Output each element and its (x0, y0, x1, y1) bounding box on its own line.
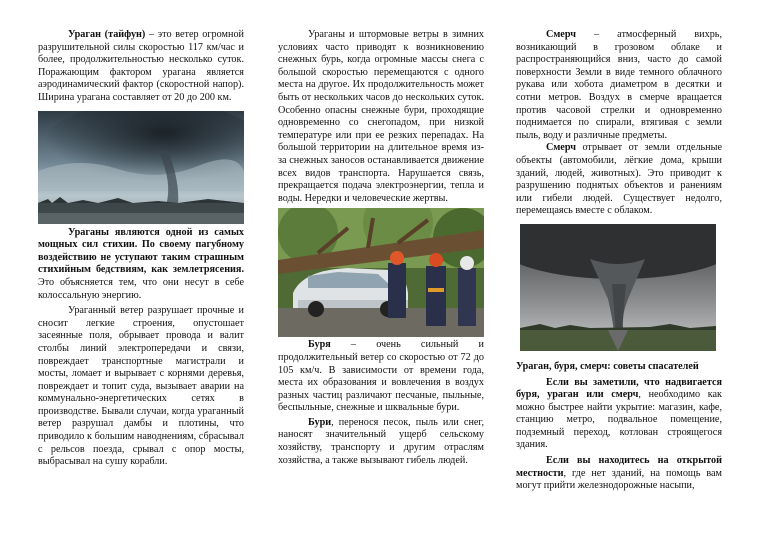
hurricane-damage: Ураганный ветер разрушает прочные и сносит легкие строения, опустошает засеянные поля, обрывает провода и валит столбы линий электропередачи и связи, повреждает транспортные магистрали и мосты, ломает и вырывает с корнями деревья, повреждает и топит суда, вызывает аварии на коммунально-энергетических сетях в производстве. Бывали случаи, когда ураганный ветер разрушал дамбы и плотины, что приводило к большим наводнениям, сбрасывал с рельсов поезда, срывал с опор мосты, выбрасывал на сушу корабли. (38, 305, 244, 468)
column-3 (516, 0, 722, 493)
fallen-tree-photo (278, 208, 484, 337)
column-1 (38, 0, 244, 469)
hurricane-power-bold: Ураганы являются одной из самых мощных сил стихии. По своему пагубному воздействию не уступают таким страшным стихийным бедствиям, как землетрясения. (38, 226, 244, 276)
storm-definition-text: – очень сильный и продолжительный ветер со скоростью от 72 до 105 км/ч. В зависимости от времени года, места их образования и вовлечения в воздух разных частиц различают песчаные, пыльные, беспыльные, снежные и шквальные бури. (278, 339, 484, 414)
tornado-definition (516, 29, 722, 142)
tornado-effects-text: отрывает от земли отдельные объекты (автомобили, лёгкие дома, крыши зданий, людей, животных). Это приводит к разрушению поднятых объектов и ранениям или гибели людей. Существует недолго, перемещаясь вместе с облаком. (516, 142, 722, 217)
hurricane-power (38, 227, 244, 303)
tornado-effects (516, 142, 722, 218)
term-hurricane: Ураган (тайфун) (68, 29, 146, 40)
advice-open-area (516, 455, 722, 493)
hurricane-clouds-photo (38, 111, 244, 224)
term-tornado-2: Смерч (546, 142, 576, 154)
storm-definition (278, 339, 484, 415)
storm-damage-text: , перенося песок, пыль или снег, наносят значительный ущерб сельскому хозяйству, транспорту и другим отраслям хозяйства, а также вызывают гибель людей. (278, 416, 484, 466)
storm-damage (278, 417, 484, 467)
term-storm: Буря (308, 339, 331, 351)
advice-shelter-text: , необходимо как можно быстрее найти укрытие: магазин, кафе, станцию метро, подвальное помещение, подземный переход, котлован строящегося здания. (516, 389, 723, 451)
hurricane-definition (38, 29, 244, 105)
advice-shelter-bold: Если вы заметили, что надвигается буря, ураган или смерч (516, 376, 722, 401)
advice-title-text: Ураган, буря, смерч: советы спасателей (516, 360, 699, 372)
term-tornado: Смерч (546, 29, 576, 40)
tornado-definition-text: – атмосферный вихрь, возникающий в грозовом облаке и распространяющийся вниз, часто до самой поверхности Земли в виде темного облачного рукава или хобота диаметром в десятки и сотни метров. Воздух в смерче вращается против часовой стрелки и одновременно поднимается по спирали, втягивая с земли пыль, воду и различные предметы. (516, 29, 722, 141)
advice-open-area-text: , где нет зданий, на помощь вам могут прийти железнодорожные насыпи, (516, 467, 722, 492)
advice-shelter (516, 377, 722, 453)
term-storms: Бури (308, 416, 332, 428)
advice-title (516, 361, 722, 374)
advice-open-area-bold: Если вы находитесь на открытой местности (516, 455, 722, 479)
column-2 (278, 0, 484, 467)
hurricane-power-text: Это объясняется тем, что они несут в себе колоссальную энергию. (38, 276, 244, 301)
snowstorm-paragraph: Ураганы и штормовые ветры в зимних условиях часто приводят к возникновению снежных бурь, когда огромные массы снега с большой скоростью перемещаются с одного места на другое. Их продолжительность может быть от нескольких часов до нескольких суток. Особенно опасны снежные бури, проходящие одновременно со снегопадом, при низкой температуре или при ее резких перепадах. На большой территории на длительное время из-за снежных заносов останавливается движение всех видов транспорта. Нарушается связь, прекращается подача электроэнергии, тепла и воды. Нередки и человеческие жертвы. (278, 29, 484, 204)
hurricane-definition-text: – это ветер огромной разрушительной силы скоростью 117 км/час и более, продолжительностью несколько суток. Поражающим фактором урагана является аэродинамический фактор (скоростной напор). Ширина урагана составляет от 20 до 200 км. (38, 29, 244, 103)
tornado-photo (520, 224, 716, 351)
